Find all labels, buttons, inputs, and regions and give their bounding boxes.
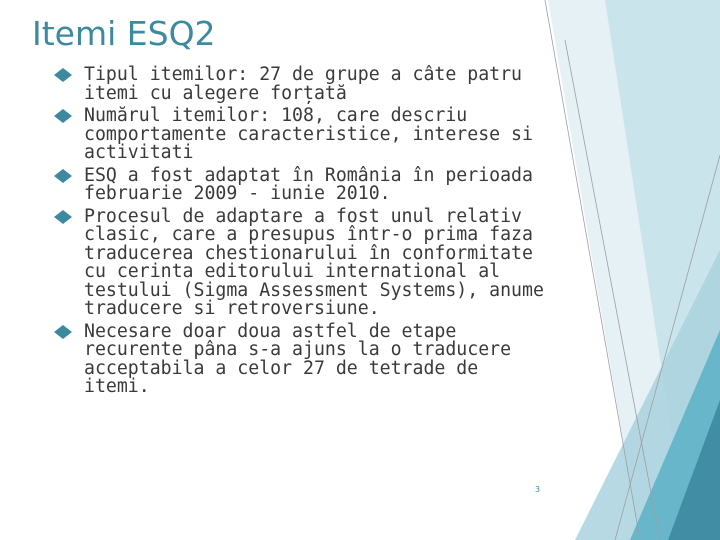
bullet-text: Numărul itemilor: 108, care descriu comportamente caracteristice, interese si activitati bbox=[84, 105, 533, 163]
diamond-bullet-icon bbox=[54, 169, 72, 183]
diamond-bullet-icon bbox=[54, 68, 72, 82]
diamond-bullet-icon bbox=[54, 210, 72, 224]
bullet-list bbox=[54, 66, 554, 401]
bullet-text: Tipul itemilor: 27 de grupe a câte patru itemi cu alegere forțată bbox=[84, 64, 522, 104]
diamond-bullet-icon bbox=[54, 109, 72, 123]
bullet-item bbox=[54, 66, 554, 103]
slide-title: Itemi ESQ2 bbox=[32, 14, 216, 53]
bullet-item bbox=[54, 164, 554, 204]
diamond-bullet-icon bbox=[54, 325, 72, 339]
bullet-text: ESQ a fost adaptat în România în perioada februarie 2009 - iunie 2010. bbox=[84, 164, 533, 204]
bullet-item bbox=[54, 205, 554, 319]
bullet-text: Necesare doar doua astfel de etape recurente pâna s-a ajuns la o traducere acceptabila a celor 27 de tetrade de itemi. bbox=[84, 320, 512, 397]
bullet-text: Procesul de adaptare a fost unul relativ clasic, care a presupus într-o prima faza traducerea chestionarului în conformitate cu cerinta editorului international al testului (Sigma Assessment Systems), anume traducere si retroversiune. bbox=[84, 205, 544, 319]
page-number: 3 bbox=[535, 485, 541, 494]
bullet-item bbox=[54, 320, 554, 397]
bullet-item bbox=[54, 107, 554, 163]
